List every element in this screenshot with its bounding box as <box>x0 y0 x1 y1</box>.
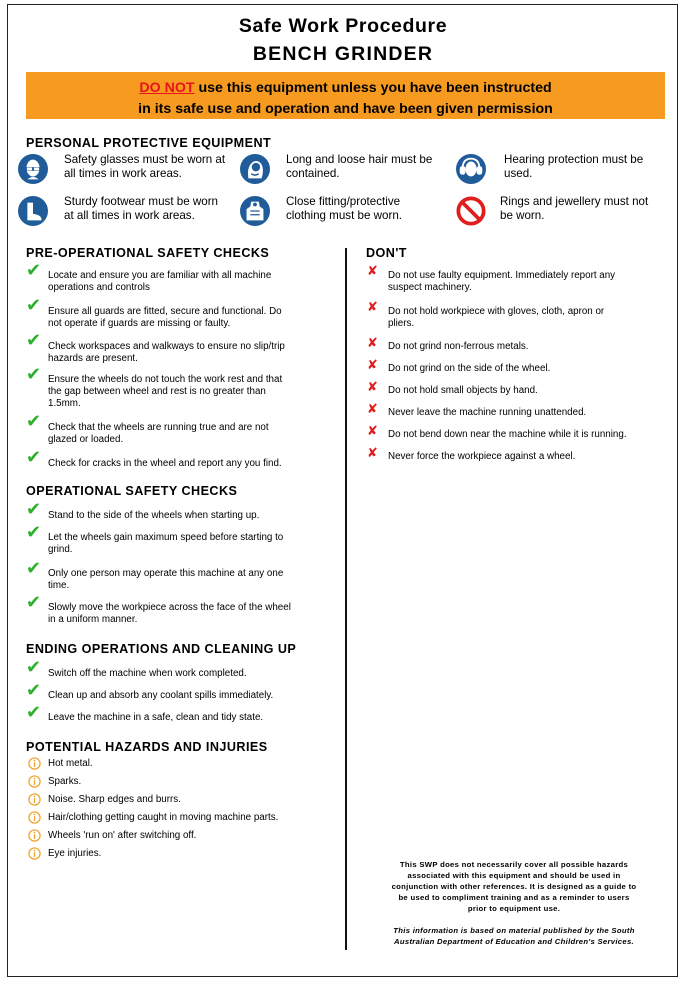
cross-icon: ✘ <box>367 263 378 278</box>
ppe-item-glasses: Safety glasses must be worn at all times in work areas. <box>64 153 226 180</box>
safety-footwear-icon <box>18 196 48 226</box>
list-item: Ensure all guards are fitted, secure and functional. Do not operate if guards are missing or faulty. <box>48 306 282 329</box>
cross-icon: ✘ <box>367 423 378 438</box>
check-icon: ✔ <box>26 330 42 350</box>
warning-info-icon <box>28 793 41 806</box>
no-jewellery-icon <box>456 196 486 226</box>
warning-info-icon <box>28 847 41 860</box>
ppe-item-jewellery: Rings and jewellery must not be worn. <box>500 195 649 222</box>
pre-operational-heading: PRE-OPERATIONAL SAFETY CHECKS <box>26 246 270 260</box>
list-item: Let the wheels gain maximum speed before starting to grind. <box>48 532 284 555</box>
hazards-heading: POTENTIAL HAZARDS AND INJURIES <box>26 740 268 754</box>
hazard-item: Sparks. <box>48 776 82 787</box>
column-divider <box>345 248 347 950</box>
warning-info-icon <box>28 757 41 770</box>
banner-line-2: in its safe use and operation and have been given permission <box>138 101 553 117</box>
dont-item: Never force the workpiece against a wheel. <box>388 451 576 462</box>
cross-icon: ✘ <box>367 335 378 350</box>
operational-heading: OPERATIONAL SAFETY CHECKS <box>26 484 238 498</box>
check-icon: ✔ <box>26 447 42 467</box>
ppe-heading: PERSONAL PROTECTIVE EQUIPMENT <box>26 136 272 150</box>
ppe-item-hearing: Hearing protection must be used. <box>504 153 644 180</box>
dont-heading: DON'T <box>366 246 407 260</box>
check-icon: ✔ <box>26 411 42 431</box>
hazard-item: Hot metal. <box>48 758 93 769</box>
dont-item: Do not bend down near the machine while it is running. <box>388 429 627 440</box>
hazard-item: Hair/clothing getting caught in moving machine parts. <box>48 812 279 823</box>
dont-item: Do not use faulty equipment. Immediately report any suspect machinery. <box>388 270 616 293</box>
safety-glasses-icon <box>18 154 48 184</box>
list-item: Only one person may operate this machine at any one time. <box>48 568 284 591</box>
dont-item: Do not hold workpiece with gloves, cloth, apron or pliers. <box>388 306 605 329</box>
ending-heading: ENDING OPERATIONS AND CLEANING UP <box>26 642 297 656</box>
check-icon: ✔ <box>26 680 42 700</box>
ppe-item-hair: Long and loose hair must be contained. <box>286 153 433 180</box>
cross-icon: ✘ <box>367 401 378 416</box>
check-icon: ✔ <box>26 592 42 612</box>
check-icon: ✔ <box>26 657 42 677</box>
check-icon: ✔ <box>26 364 42 384</box>
warning-info-icon <box>28 829 41 842</box>
dont-item: Do not grind non-ferrous metals. <box>388 341 529 352</box>
check-icon: ✔ <box>26 260 42 280</box>
list-item: Ensure the wheels do not touch the work rest and that the gap between wheel and rest is no greater than 1.5mm. <box>48 374 283 409</box>
banner-line-1-text: use this equipment unless you have been instructed <box>194 80 552 96</box>
banner-line-1 <box>26 80 665 96</box>
dont-item: Do not grind on the side of the wheel. <box>388 363 551 374</box>
ppe-item-clothing: Close fitting/protective clothing must be worn. <box>286 195 402 222</box>
hazard-item: Noise. Sharp edges and burrs. <box>48 794 181 805</box>
check-icon: ✔ <box>26 295 42 315</box>
list-item: Stand to the side of the wheels when starting up. <box>48 510 260 521</box>
warning-info-icon <box>28 811 41 824</box>
list-item: Check for cracks in the wheel and report any you find. <box>48 458 282 469</box>
check-icon: ✔ <box>26 702 42 722</box>
cross-icon: ✘ <box>367 357 378 372</box>
protective-clothing-icon <box>240 196 270 226</box>
hazard-item: Wheels 'run on' after switching off. <box>48 830 197 841</box>
source-note: This information is based on material published by the South Australian Department of Education and Children's Services. <box>393 926 635 946</box>
dont-item: Do not hold small objects by hand. <box>388 385 538 396</box>
check-icon: ✔ <box>26 522 42 542</box>
list-item: Locate and ensure you are familiar with all machine operations and controls <box>48 270 272 293</box>
disclaimer: This SWP does not necessarily cover all possible hazards associated with this equipment and should be used in conjunction with other references. It is designed as a guide to be used to compliment training and as a reminder to users prior to equipment use. <box>391 860 637 913</box>
page-subtitle: BENCH GRINDER <box>252 43 434 65</box>
warning-info-icon <box>28 775 41 788</box>
list-item: Leave the machine in a safe, clean and tidy state. <box>48 712 264 723</box>
warning-banner <box>26 72 665 119</box>
page-title: Safe Work Procedure <box>238 15 448 37</box>
long-hair-icon <box>240 154 270 184</box>
list-item: Clean up and absorb any coolant spills immediately. <box>48 690 274 701</box>
list-item: Check that the wheels are running true and are not glazed or loaded. <box>48 422 269 445</box>
ppe-item-footwear: Sturdy footwear must be worn at all times in work areas. <box>64 195 219 222</box>
dont-item: Never leave the machine running unattended. <box>388 407 587 418</box>
cross-icon: ✘ <box>367 299 378 314</box>
check-icon: ✔ <box>26 558 42 578</box>
list-item: Slowly move the workpiece across the face of the wheel in a uniform manner. <box>48 602 291 625</box>
cross-icon: ✘ <box>367 379 378 394</box>
check-icon: ✔ <box>26 499 42 519</box>
hazard-item: Eye injuries. <box>48 848 102 859</box>
hearing-protection-icon <box>456 154 486 184</box>
cross-icon: ✘ <box>367 445 378 460</box>
list-item: Check workspaces and walkways to ensure no slip/trip hazards are present. <box>48 341 285 364</box>
banner-do-not: DO NOT <box>139 80 195 96</box>
list-item: Switch off the machine when work completed. <box>48 668 247 679</box>
